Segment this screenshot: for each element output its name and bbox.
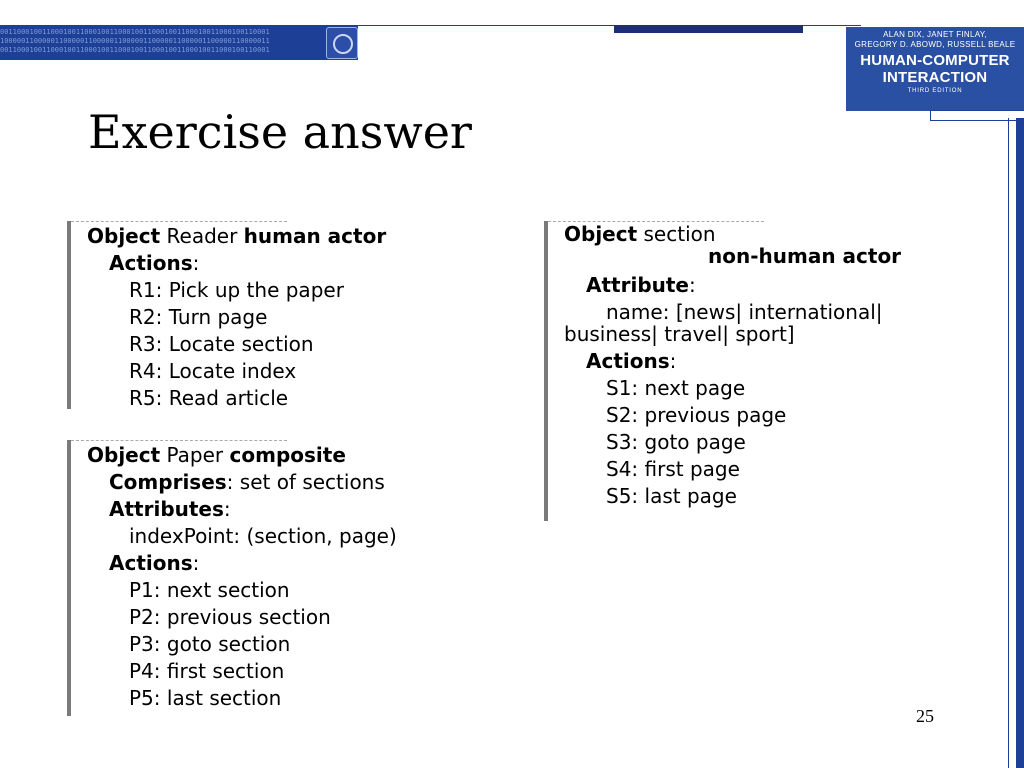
badge-frame (930, 110, 1024, 121)
binary-pattern: 0011000100110001001100010011000100110001001100010011000100110001 1000001100000110000011000001100000110000011000001100000110000011 0011000100110001001100010011000100110001001100010011000100110001 (0, 28, 270, 54)
list-item: P1: next section (129, 578, 290, 602)
section-kind: non-human actor (708, 244, 902, 268)
list-item: indexPoint: (section, page) (129, 524, 397, 548)
section-object-box (544, 221, 964, 521)
list-item: P2: previous section (129, 605, 331, 629)
list-item: S1: next page (606, 376, 746, 400)
box-left-bar (67, 221, 71, 409)
attribute-line: name: [news| international| (606, 300, 883, 324)
paper-object-box (67, 440, 507, 716)
reader-object-box (67, 221, 487, 409)
book-title: HUMAN-COMPUTER INTERACTION (860, 52, 1010, 86)
right-thin-rule (1008, 118, 1009, 768)
right-margin-bar (1016, 118, 1024, 768)
book-edition: THIRD EDITION (907, 88, 963, 94)
list-item: P4: first section (129, 659, 285, 683)
list-item: S3: goto page (606, 430, 746, 454)
reader-actions-heading: Actions: (109, 251, 200, 275)
section-content (564, 223, 901, 267)
list-item: R4: Locate index (129, 359, 297, 383)
box-top-dash (71, 440, 287, 441)
paper-comprises: Comprises: set of sections (109, 470, 385, 494)
section-attribute-value (564, 301, 883, 345)
reader-content (87, 223, 386, 412)
list-item: S2: previous page (606, 403, 787, 427)
list-item: R3: Locate section (129, 332, 314, 356)
list-item: R1: Pick up the paper (129, 278, 344, 302)
section-attribute-heading: Attribute: (586, 273, 696, 297)
section-attributes (564, 272, 696, 299)
header-accent-bar (614, 25, 803, 33)
list-item: S5: last page (606, 484, 737, 508)
section-actions-heading: Actions: (586, 349, 677, 373)
page-number: 25 (916, 706, 934, 726)
section-header: Object section (564, 222, 716, 246)
paper-actions-heading: Actions: (109, 551, 200, 575)
list-item: P3: goto section (129, 632, 291, 656)
emblem-icon (326, 27, 358, 59)
paper-header: Object Paper composite (87, 443, 346, 467)
box-left-bar (544, 221, 548, 521)
list-item: P5: last section (129, 686, 282, 710)
book-authors: ALAN DIX, JANET FINLAY, GREGORY D. ABOWD, RUSSELL BEALE (854, 30, 1016, 49)
reader-header: Object Reader human actor (87, 224, 387, 248)
book-cover-logo (846, 27, 1024, 111)
paper-attributes-heading: Attributes: (109, 497, 231, 521)
section-actions (564, 348, 786, 510)
attribute-line: business| travel| sport] (564, 322, 795, 346)
list-item: S4: first page (606, 457, 740, 481)
list-item: R5: Read article (129, 386, 289, 410)
list-item: R2: Turn page (129, 305, 268, 329)
slide-title: Exercise answer (88, 105, 472, 159)
box-left-bar (67, 440, 71, 716)
box-top-dash (71, 221, 287, 222)
paper-content (87, 442, 397, 712)
binary-banner (0, 25, 358, 60)
